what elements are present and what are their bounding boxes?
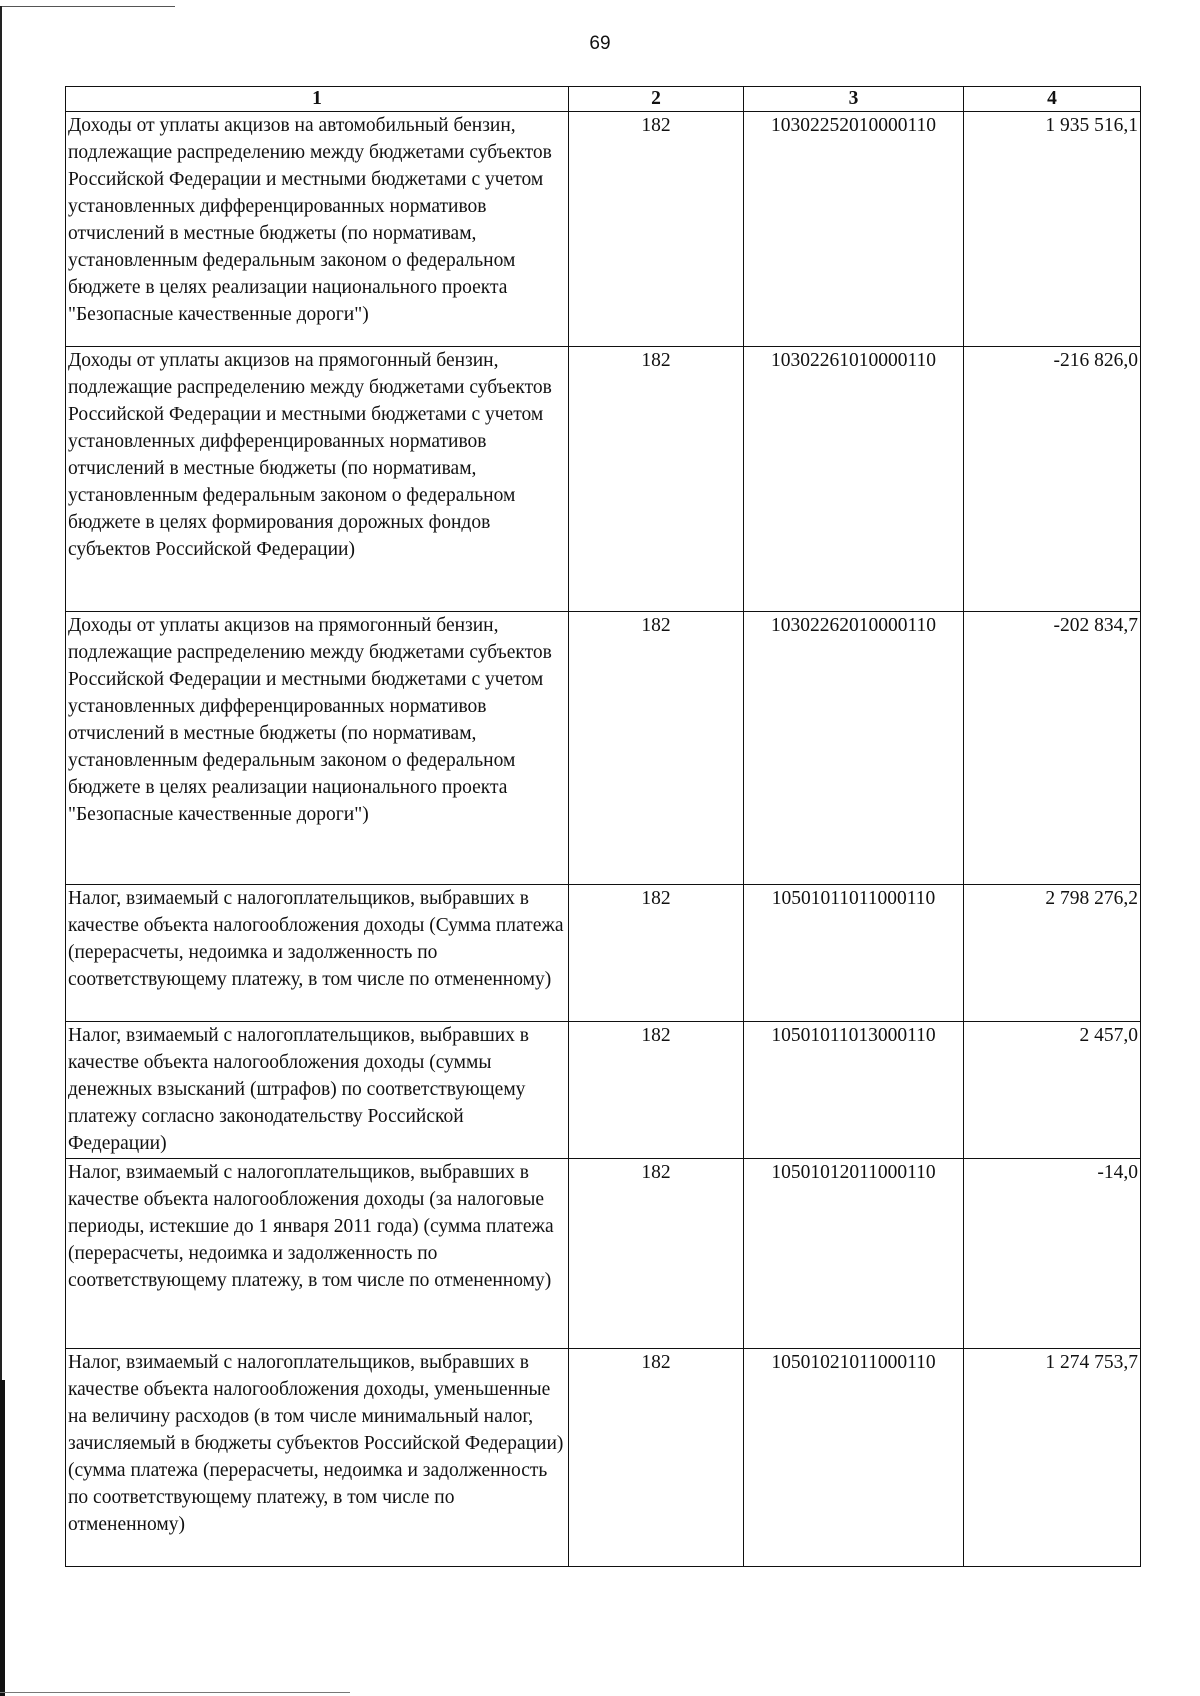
admin-code: 182 — [569, 1159, 744, 1349]
table-header-row — [66, 87, 1141, 112]
amount: 2 798 276,2 — [964, 885, 1141, 1022]
revenue-description: Доходы от уплаты акцизов на автомобильный бензин, подлежащие распределению между бюджетами субъектов Российской Федерации и местными бюджетами с учетом установленных дифференцированных нормативов отчислений в местные бюджеты (по нормативам, установленным федеральным законом о федеральном бюджете в целях реализации национального проекта "Безопасные качественные дороги") — [66, 112, 569, 347]
revenue-description: Налог, взимаемый с налогоплательщиков, выбравших в качестве объекта налогообложения доходы (за налоговые периоды, истекшие до 1 января 2011 года) (сумма платежа (перерасчеты, недоимка и задолженность по соответствующему платежу, в том числе по отмененному) — [66, 1159, 569, 1349]
table-row — [66, 112, 1141, 347]
scan-edge-left-shadow — [0, 1380, 5, 1696]
revenue-description: Доходы от уплаты акцизов на прямогонный бензин, подлежащие распределению между бюджетами субъектов Российской Федерации и местными бюджетами с учетом установленных дифференцированных нормативов отчислений в местные бюджеты (по нормативам, установленным федеральным законом о федеральном бюджете в целях реализации национального проекта "Безопасные качественные дороги") — [66, 612, 569, 885]
budget-classification-code: 10302252010000110 — [744, 112, 964, 347]
revenue-description: Доходы от уплаты акцизов на прямогонный бензин, подлежащие распределению между бюджетами субъектов Российской Федерации и местными бюджетами с учетом установленных дифференцированных нормативов отчислений в местные бюджеты (по нормативам, установленным федеральным законом о федеральном бюджете в целях формирования дорожных фондов субъектов Российской Федерации) — [66, 347, 569, 612]
amount: -202 834,7 — [964, 612, 1141, 885]
admin-code: 182 — [569, 1349, 744, 1567]
table-row — [66, 612, 1141, 885]
revenue-description: Налог, взимаемый с налогоплательщиков, выбравших в качестве объекта налогообложения доходы (Сумма платежа (перерасчеты, недоимка и задолженность по соответствующему платежу, в том числе по отмененному) — [66, 885, 569, 1022]
admin-code: 182 — [569, 885, 744, 1022]
revenue-description: Налог, взимаемый с налогоплательщиков, выбравших в качестве объекта налогообложения доходы (суммы денежных взысканий (штрафов) по соответствующему платежу согласно законодательству Российской Федерации) — [66, 1022, 569, 1159]
admin-code: 182 — [569, 612, 744, 885]
admin-code: 182 — [569, 1022, 744, 1159]
column-header-1: 1 — [66, 87, 569, 112]
table-row — [66, 885, 1141, 1022]
column-header-4: 4 — [964, 87, 1141, 112]
budget-classification-code: 10501021011000110 — [744, 1349, 964, 1567]
budget-classification-code: 10302261010000110 — [744, 347, 964, 612]
page-number: 69 — [589, 33, 611, 54]
table-row — [66, 1022, 1141, 1159]
admin-code: 182 — [569, 112, 744, 347]
revenue-description: Налог, взимаемый с налогоплательщиков, выбравших в качестве объекта налогообложения доходы, уменьшенные на величину расходов (в том числе минимальный налог, зачисляемый в бюджеты субъектов Российской Федерации) (сумма платежа (перерасчеты, недоимка и задолженность по соответствующему платежу, в том числе по отмененному) — [66, 1349, 569, 1567]
budget-classification-code: 10302262010000110 — [744, 612, 964, 885]
amount: -216 826,0 — [964, 347, 1141, 612]
table-row — [66, 1349, 1141, 1567]
budget-classification-code: 10501011013000110 — [744, 1022, 964, 1159]
table-row — [66, 1159, 1141, 1349]
scan-edge-top — [0, 6, 175, 7]
budget-classification-code: 10501012011000110 — [744, 1159, 964, 1349]
revenue-table — [65, 86, 1141, 1567]
table-row — [66, 347, 1141, 612]
amount: -14,0 — [964, 1159, 1141, 1349]
amount: 1 935 516,1 — [964, 112, 1141, 347]
column-header-3: 3 — [744, 87, 964, 112]
admin-code: 182 — [569, 347, 744, 612]
scan-edge-bottom — [0, 1692, 350, 1693]
budget-classification-code: 10501011011000110 — [744, 885, 964, 1022]
amount: 2 457,0 — [964, 1022, 1141, 1159]
column-header-2: 2 — [569, 87, 744, 112]
amount: 1 274 753,7 — [964, 1349, 1141, 1567]
